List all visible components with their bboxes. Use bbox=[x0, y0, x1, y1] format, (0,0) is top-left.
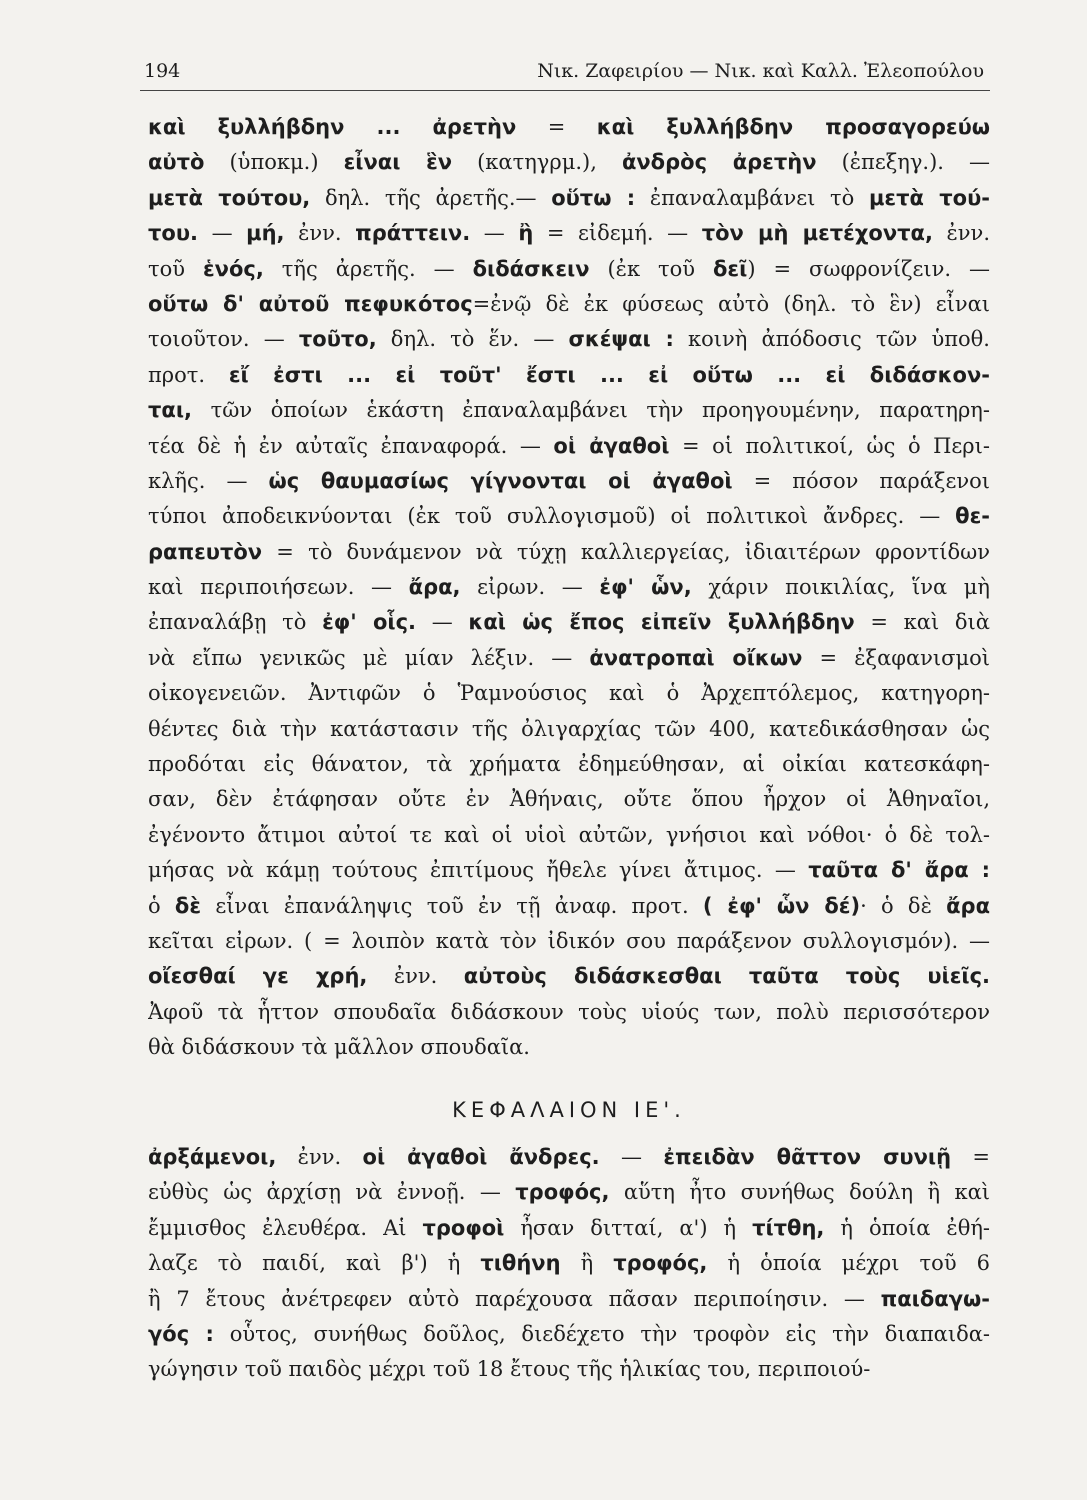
gloss-text: αὕτη ἦτο συνήθως δούλη ἢ καὶ bbox=[609, 1180, 990, 1205]
gloss-text: εἰρων. — bbox=[460, 575, 600, 600]
gloss-text: = πόσον παράξενοι bbox=[732, 468, 990, 493]
text-line bbox=[148, 1282, 990, 1317]
gloss-text: γώγησιν τοῦ παιδὸς μέχρι τοῦ 18 ἔτους τῆς ἡλικίας του, περιποιού- bbox=[148, 1357, 871, 1382]
gloss-text: προτ. bbox=[148, 362, 229, 387]
lemma-term: εἴ ἐστι ... εἰ τοῦτ' ἔστι ... εἰ οὕτω ... εἰ διδάσκον- bbox=[228, 362, 990, 387]
lemma-term: αὐτὸ bbox=[148, 150, 205, 175]
lemma-term: τιθήνη bbox=[480, 1251, 561, 1276]
text-line bbox=[148, 110, 990, 145]
gloss-text: = ἐξαφανισμοὶ bbox=[802, 645, 990, 670]
text-line bbox=[148, 782, 990, 817]
gloss-text: θὰ διδάσκουν τὰ μᾶλλον σπουδαῖα. bbox=[148, 1035, 530, 1060]
gloss-text: = bbox=[516, 115, 597, 139]
text-line bbox=[148, 1246, 990, 1281]
gloss-text: θέντες διὰ τὴν κατάστασιν τῆς ὀλιγαρχίας τῶν 400, κατεδικάσθησαν ὡς bbox=[148, 716, 990, 741]
commentary-paragraph-1 bbox=[148, 110, 990, 1066]
lemma-term: οἱ ἀγαθοὶ bbox=[553, 433, 670, 458]
gloss-text: χάριν ποικιλίας, ἵνα μὴ bbox=[691, 575, 990, 600]
text-line bbox=[148, 1140, 990, 1175]
gloss-text: τοιοῦτον. — bbox=[148, 327, 299, 352]
gloss-text: = καὶ διὰ bbox=[854, 610, 990, 635]
lemma-term: ἄρα bbox=[946, 893, 990, 918]
gloss-text: ἐγένοντο ἄτιμοι αὐτοί τε καὶ οἱ υἱοὶ αὐτῶν, γνήσιοι καὶ νόθοι· ὁ δὲ τολ- bbox=[148, 822, 990, 847]
lemma-term: μή, bbox=[246, 221, 285, 246]
lemma-term: ται, bbox=[148, 398, 192, 423]
lemma-term: ἐφ' ὧν, bbox=[599, 575, 692, 600]
gloss-text: κοινὴ ἀπόδοσις τῶν ὑποθ. bbox=[673, 327, 990, 352]
lemma-term: θε- bbox=[955, 504, 990, 529]
lemma-term: τροφός, bbox=[515, 1180, 610, 1205]
lemma-term: ἀνδρὸς ἀρετὴν bbox=[621, 150, 817, 175]
gloss-text: (ἐκ τοῦ bbox=[589, 256, 713, 281]
gloss-text: ἔμμισθος ἐλευθέρα. Αἱ bbox=[148, 1215, 423, 1240]
text-line bbox=[148, 1211, 990, 1246]
commentary-paragraph-2 bbox=[148, 1140, 990, 1388]
text-line bbox=[148, 429, 990, 464]
lemma-term: διδάσκειν bbox=[472, 256, 590, 281]
lemma-term: δὲ bbox=[174, 893, 202, 918]
gloss-text: — bbox=[599, 1145, 664, 1169]
gloss-text: (ἐπεξηγ.). — bbox=[816, 150, 990, 175]
text-line bbox=[148, 641, 990, 676]
gloss-text: = εἰδεμή. — bbox=[533, 221, 702, 246]
lemma-term: αὐτοὺς διδάσκεσθαι ταῦτα τοὺς υἱεῖς. bbox=[463, 964, 990, 989]
lemma-term: εἶναι ἓν bbox=[343, 150, 453, 175]
gloss-text: = οἱ πολιτικοί, ὡς ὁ Περι- bbox=[669, 433, 990, 458]
lemma-term: ( ἐφ' ὧν δέ) bbox=[702, 893, 861, 918]
gloss-text: ἐπαναλάβῃ τὸ bbox=[148, 610, 323, 635]
text-line bbox=[148, 924, 990, 959]
text-line bbox=[148, 1030, 990, 1065]
text-line bbox=[148, 570, 990, 605]
text-line bbox=[148, 464, 990, 499]
lemma-term: ἀνατροπαὶ οἴκων bbox=[589, 645, 803, 670]
gloss-text: μήσας νὰ κάμῃ τούτους ἐπιτίμους ἤθελε γίνει ἄτιμος. — bbox=[148, 858, 809, 883]
lemma-term: ταῦτα δ' ἄρα : bbox=[808, 858, 990, 883]
lemma-term: σκέψαι : bbox=[568, 327, 674, 352]
lemma-term: μετὰ τούτου, bbox=[148, 185, 311, 210]
text-line bbox=[148, 605, 990, 640]
lemma-term: οἱ ἀγαθοὶ ἄνδρες. bbox=[362, 1145, 600, 1169]
lemma-term: του. bbox=[148, 221, 198, 246]
lemma-term: τροφός, bbox=[613, 1251, 708, 1276]
text-line bbox=[148, 358, 990, 393]
gloss-text: ἐνν. bbox=[932, 221, 990, 246]
gloss-text: προδόται εἰς θάνατον, τὰ χρήματα ἐδημεύθησαν, αἱ οἰκίαι κατεσκάφη- bbox=[148, 752, 990, 777]
gloss-text: ἐπαναλαμβάνει τὸ bbox=[635, 185, 869, 210]
text-line bbox=[148, 1175, 990, 1210]
text-line bbox=[148, 712, 990, 747]
text-line bbox=[148, 1317, 990, 1352]
gloss-text: τέα δὲ ἡ ἐν αὐταῖς ἐπαναφορά. — bbox=[148, 433, 554, 458]
gloss-text: ἡ ὁποία ἐθή- bbox=[824, 1215, 990, 1240]
page-header bbox=[140, 50, 990, 91]
text-line bbox=[148, 959, 990, 994]
gloss-text: (κατηγρμ.), bbox=[452, 150, 622, 175]
gloss-text: νὰ εἴπω γενικῶς μὲ μίαν λέξιν. — bbox=[148, 645, 590, 670]
lemma-term: ἑνός, bbox=[202, 256, 264, 281]
text-line bbox=[148, 889, 990, 924]
text-line bbox=[148, 322, 990, 357]
gloss-text: τοῦ bbox=[148, 256, 203, 281]
lemma-term: δεῖ bbox=[713, 256, 748, 281]
gloss-text: ἐνν. bbox=[284, 221, 356, 246]
lemma-term: μετὰ τού- bbox=[868, 185, 990, 210]
gloss-text: — bbox=[470, 221, 519, 246]
gloss-text: εὐθὺς ὡς ἀρχίσῃ νὰ ἐννοῇ. — bbox=[148, 1180, 516, 1205]
lemma-term: γός : bbox=[148, 1321, 214, 1346]
gloss-text: κλῆς. — bbox=[148, 468, 269, 493]
gloss-text: ) = σωφρονίζειν. — bbox=[747, 256, 990, 281]
lemma-term: ἀρξάμενοι, bbox=[148, 1145, 277, 1169]
lemma-term: ἐπειδὰν θᾶττον συνιῇ bbox=[663, 1145, 952, 1169]
gloss-text: τύποι ἀποδεικνύονται (ἐκ τοῦ συλλογισμοῦ) οἱ πολιτικοὶ ἄνδρες. — bbox=[148, 504, 956, 529]
gloss-text: =ἐνῷ δὲ ἐκ φύσεως αὐτὸ (δηλ. τὸ ἓν) εἶναι bbox=[472, 291, 990, 316]
gloss-text: καὶ περιποιήσεων. — bbox=[148, 575, 409, 600]
gloss-text: οἰκογενειῶν. Ἀντιφῶν ὁ Ῥαμνούσιος καὶ ὁ Ἀρχεπτόλεμος, κατηγορη- bbox=[148, 681, 990, 706]
gloss-text: ἦσαν διτταί, α') ἡ bbox=[504, 1215, 753, 1240]
lemma-term: ὡς θαυμασίως γίγνονται οἱ ἀγαθοὶ bbox=[268, 468, 733, 493]
gloss-text: Ἀφοῦ τὰ ἧττον σπουδαῖα διδάσκουν τοὺς υἱούς των, πολὺ περισσότερον bbox=[148, 999, 990, 1024]
text-line bbox=[148, 1352, 990, 1387]
gloss-text: — bbox=[416, 610, 469, 635]
gloss-text: ἐνν. bbox=[367, 964, 464, 989]
gloss-text: = bbox=[951, 1145, 990, 1169]
gloss-text: ἢ bbox=[560, 1251, 614, 1276]
lemma-term: οὕτω : bbox=[551, 185, 636, 210]
lemma-term: ραπευτὸν bbox=[148, 539, 263, 564]
gloss-text: τῶν ὁποίων ἑκάστη ἐπαναλαμβάνει τὴν προηγουμένην, παρατηρη- bbox=[192, 398, 990, 423]
gloss-text: δηλ. τῆς ἀρετῆς.— bbox=[310, 185, 552, 210]
lemma-term: παιδαγω- bbox=[880, 1286, 990, 1311]
running-head: Νικ. Ζαφειρίου — Νικ. καὶ Καλλ. Ἐλεοπούλου bbox=[537, 60, 984, 82]
gloss-text: ἢ 7 ἔτους ἀνέτρεφεν αὐτὸ παρέχουσα πᾶσαν περιποίησιν. — bbox=[148, 1286, 881, 1311]
lemma-term: οὕτω δ' αὐτοῦ πεφυκότος bbox=[148, 291, 473, 316]
gloss-text: — bbox=[198, 221, 247, 246]
page-number: 194 bbox=[144, 60, 181, 82]
gloss-text: · ὁ δὲ bbox=[860, 893, 947, 918]
lemma-term: τοῦτο, bbox=[298, 327, 377, 352]
text-line bbox=[148, 393, 990, 428]
lemma-term: ἐφ' οἷς. bbox=[322, 610, 416, 635]
gloss-text: λαζε τὸ παιδί, καὶ β') ἡ bbox=[148, 1251, 481, 1276]
lemma-term: οἴεσθαί γε χρή, bbox=[148, 964, 368, 989]
gloss-text: = τὸ δυνάμενον νὰ τύχῃ καλλιεργείας, ἰδιαιτέρων φροντίδων bbox=[262, 539, 990, 564]
text-line bbox=[148, 181, 990, 216]
lemma-term: ἄρα, bbox=[408, 575, 461, 600]
gloss-text: δηλ. τὸ ἕν. — bbox=[376, 327, 569, 352]
chapter-title: ΚΕΦΑΛΑΙΟΝ ΙΕ'. bbox=[452, 1098, 686, 1122]
text-line bbox=[148, 499, 990, 534]
gloss-text: ἡ ὁποία μέχρι τοῦ 6 bbox=[707, 1251, 990, 1276]
gloss-text: εἶναι ἐπανάληψις τοῦ ἐν τῇ ἀναφ. προτ. bbox=[201, 893, 703, 918]
gloss-text: (ὑποκμ.) bbox=[204, 150, 344, 175]
text-line bbox=[148, 747, 990, 782]
lemma-term: τροφοὶ bbox=[422, 1215, 505, 1240]
text-line bbox=[148, 252, 990, 287]
text-line bbox=[148, 676, 990, 711]
gloss-text: σαν, δὲν ἐτάφησαν οὔτε ἐν Ἀθήναις, οὔτε ὅπου ἦρχον οἱ Ἀθηναῖοι, bbox=[148, 787, 990, 812]
text-line bbox=[148, 287, 990, 322]
text-line bbox=[148, 818, 990, 853]
lemma-term: τὸν μὴ μετέχοντα, bbox=[701, 221, 933, 246]
gloss-text: τῆς ἀρετῆς. — bbox=[263, 256, 473, 281]
gloss-text: κεῖται εἰρων. ( = λοιπὸν κατὰ τὸν ἰδικόν σου παράξενον συλλογισμόν). — bbox=[148, 928, 990, 953]
lemma-term: τίτθη, bbox=[752, 1215, 825, 1240]
lemma-term: ἢ bbox=[518, 221, 534, 246]
text-line bbox=[148, 853, 990, 888]
text-line bbox=[148, 216, 990, 251]
text-line bbox=[148, 145, 990, 180]
gloss-text: ὁ bbox=[148, 893, 175, 918]
lemma-term: πράττειν. bbox=[355, 221, 471, 246]
text-line bbox=[148, 535, 990, 570]
lemma-term: καὶ ξυλλήβδην ... ἀρετὴν bbox=[148, 115, 517, 139]
lemma-term: καὶ ὡς ἔπος εἰπεῖν ξυλλήβδην bbox=[468, 610, 855, 635]
lemma-term: καὶ ξυλλήβδην προσαγορεύω bbox=[596, 115, 990, 139]
gloss-text: ἐνν. bbox=[276, 1145, 363, 1169]
text-line bbox=[148, 995, 990, 1030]
gloss-text: οὗτος, συνήθως δοῦλος, διεδέχετο τὴν τροφὸν εἰς τὴν διαπαιδα- bbox=[213, 1321, 990, 1346]
